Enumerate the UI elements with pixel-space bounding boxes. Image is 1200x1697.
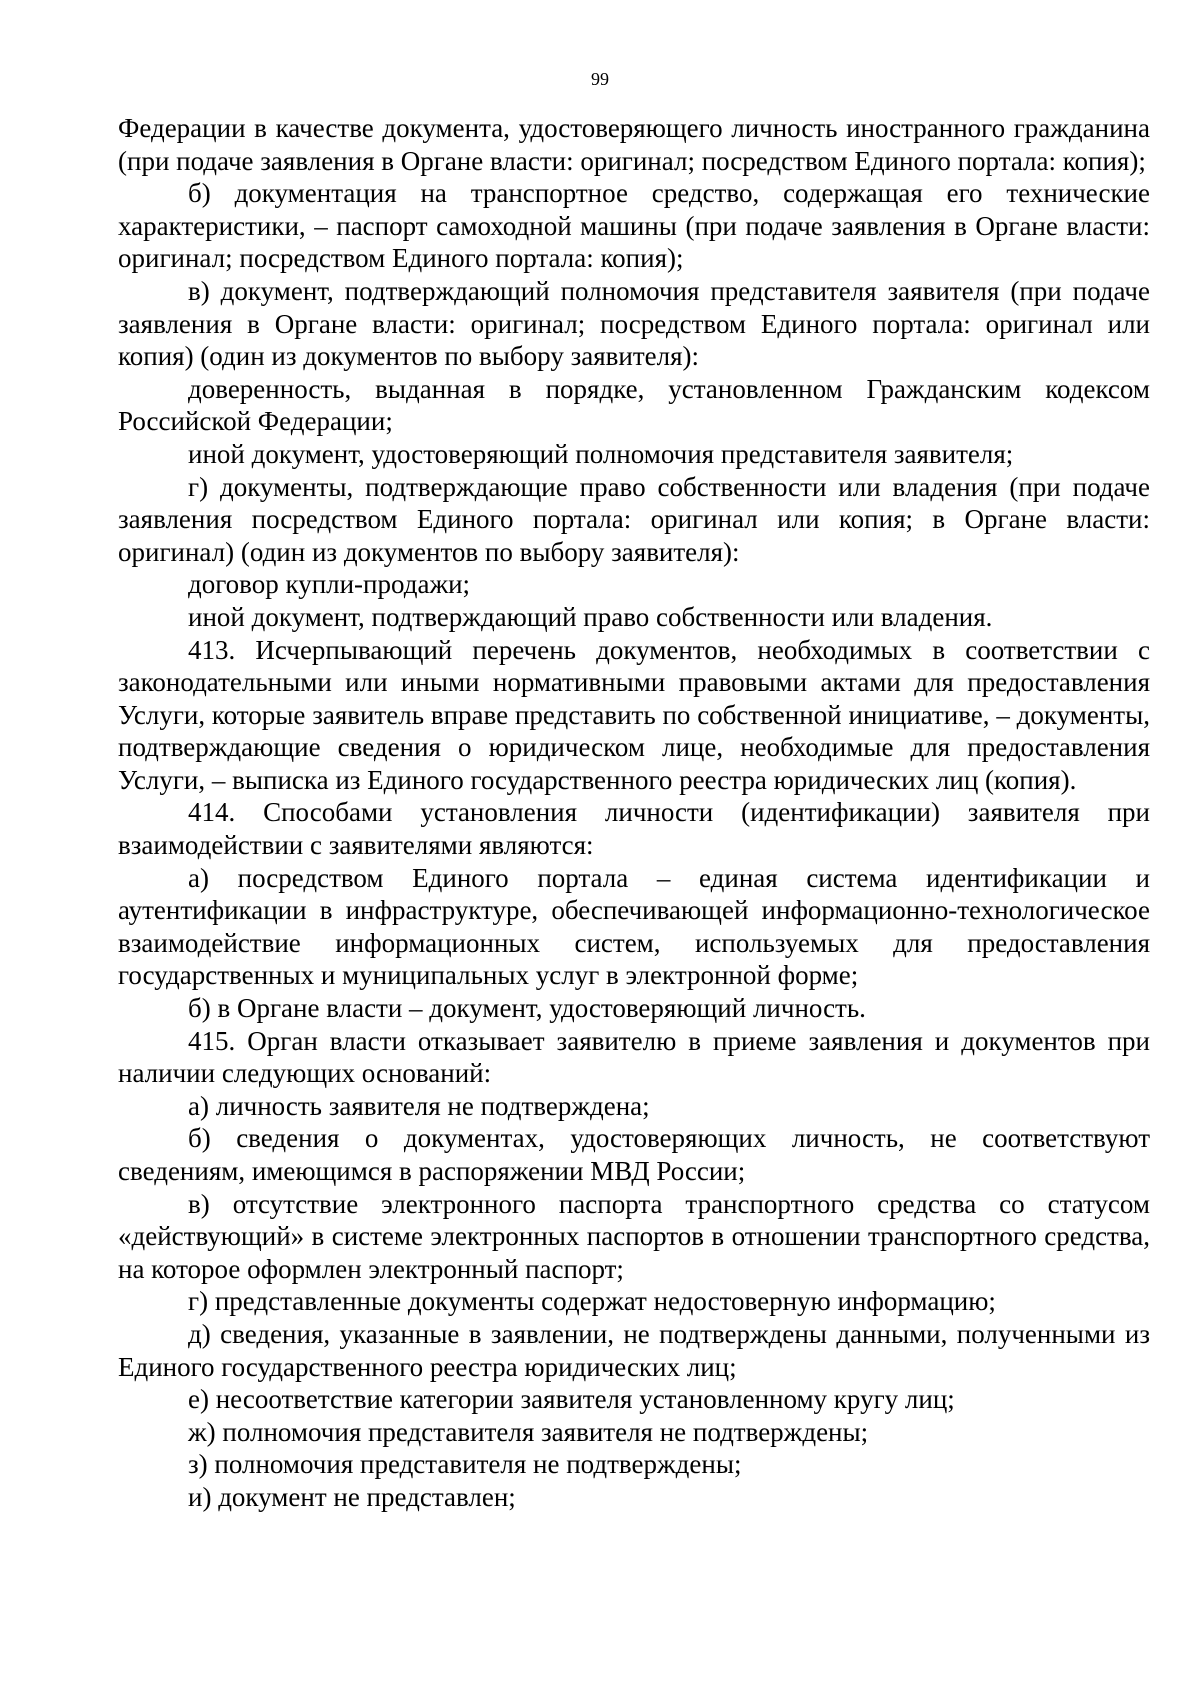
list-item-a-identity-not-confirmed: а) личность заявителя не подтверждена; <box>188 1090 650 1121</box>
list-item-other-ownership-document: иной документ, подтверждающий право собственности или владения. <box>188 601 993 632</box>
list-item-zh-applicant-representative-not-confirmed: ж) полномочия представителя заявителя не подтверждены; <box>188 1416 869 1447</box>
list-item-d-registry-mismatch: д) сведения, указанные в заявлении, не подтверждены данными, полученными из Единого государственного реестра юридических лиц; <box>118 1318 1150 1382</box>
list-item-sales-contract: договор купли-продажи; <box>188 569 471 600</box>
document-body <box>118 112 1150 1514</box>
section-413: 413. Исчерпывающий перечень документов, необходимых в соответствии с законодательными или иными нормативными правовыми актами для предоставления Услуги, которые заявитель вправе представить по собственной инициативе, – документы, подтверждающие сведения о юридическом лице, необходимые для предоставления Услуги, – выписка из Единого государственного реестра юридических лиц (копия). <box>118 634 1150 795</box>
list-item-b-vehicle-documentation: б) документация на транспортное средство, содержащая его технические характеристики, – паспорт самоходной машины (при подаче заявления в Органе власти: оригинал; посредством Единого портала: копия); <box>118 178 1150 274</box>
list-item-a-unified-portal: а) посредством Единого портала – единая система идентификации и аутентификации в инфраструктуре, обеспечивающей информационно-технологическое взаимодействие информационных систем, используемых для предоставления государственных и муниципальных услуг в электронной форме; <box>118 862 1150 991</box>
section-414: 414. Способами установления личности (идентификации) заявителя при взаимодействии с заявителями являются: <box>118 797 1150 861</box>
list-item-power-of-attorney: доверенность, выданная в порядке, установленном Гражданским кодексом Российской Федерации; <box>118 373 1150 437</box>
list-item-g-false-information: г) представленные документы содержат недостоверную информацию; <box>188 1286 996 1317</box>
paragraph-continuation: Федерации в качестве документа, удостоверяющего личность иностранного гражданина (при подаче заявления в Органе власти: оригинал; посредством Единого портала: копия); <box>118 113 1150 176</box>
list-item-b-document-mismatch: б) сведения о документах, удостоверяющих личность, не соответствуют сведениям, имеющимся в распоряжении МВД России; <box>118 1123 1150 1186</box>
list-item-other-authority-document: иной документ, удостоверяющий полномочия представителя заявителя; <box>188 438 1014 469</box>
list-item-e-category-mismatch: е) несоответствие категории заявителя установленному кругу лиц; <box>188 1384 955 1415</box>
list-item-v-no-electronic-passport: в) отсутствие электронного паспорта транспортного средства со статусом «действующий» в системе электронных паспортов в отношении транспортного средства, на которое оформлен электронный паспорт; <box>118 1188 1150 1284</box>
list-item-g-ownership-documents: г) документы, подтверждающие право собственности или владения (при подаче заявления посредством Единого портала: оригинал или копия; в Органе власти: оригинал) (один из документов по выбору заявителя): <box>118 471 1150 567</box>
list-item-b-authority-office: б) в Органе власти – документ, удостоверяющий личность. <box>188 993 866 1024</box>
list-item-i-document-not-submitted: и) документ не представлен; <box>188 1481 516 1512</box>
section-415: 415. Орган власти отказывает заявителю в приеме заявления и документов при наличии следующих оснований: <box>118 1025 1150 1089</box>
list-item-v-representative-authority: в) документ, подтверждающий полномочия представителя заявителя (при подаче заявления в Органе власти: оригинал; посредством Единого портала: оригинал или копия) (один из документов по выбору заявителя): <box>118 275 1150 372</box>
page-number: 99 <box>591 69 609 89</box>
list-item-z-representative-not-confirmed: з) полномочия представителя не подтверждены; <box>188 1449 742 1480</box>
